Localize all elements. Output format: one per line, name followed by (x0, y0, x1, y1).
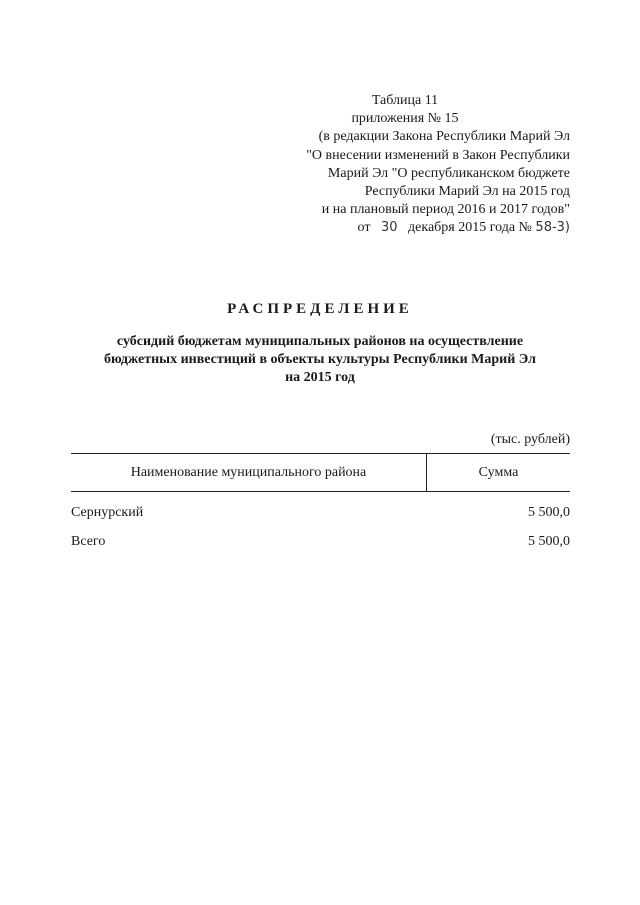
table-header-row (71, 453, 570, 492)
row-district-name: Сернурский (71, 505, 144, 520)
appendix-header (250, 92, 570, 238)
total-label: Всего (71, 534, 106, 549)
row-sum-value: 5 500,0 (528, 505, 570, 520)
header-edition-line: (в редакции Закона Республики Марий Эл (318, 129, 570, 145)
document-title: РАСПРЕДЕЛЕНИЕ (227, 301, 413, 317)
header-law-line-1: "О внесении изменений в Закон Республики (306, 147, 570, 163)
header-table-number: Таблица 11 (371, 93, 439, 108)
date-prefix: от (357, 220, 371, 236)
document-subtitle (60, 333, 580, 387)
distribution-table (71, 453, 570, 551)
header-date-line (250, 219, 570, 237)
subtitle-line-1: субсидий бюджетам муниципальных районов на осуществление (116, 334, 524, 349)
date-day-handwritten: 30 (380, 220, 398, 236)
header-law-line-3: Республики Марий Эл на 2015 год (364, 184, 570, 200)
column-header-sum: Сумма (478, 464, 519, 480)
subtitle-line-3: на 2015 год (285, 370, 355, 385)
header-law-line-4: и на плановый период 2016 и 2017 годов" (321, 202, 570, 218)
column-header-district: Наименование муниципального района (71, 454, 427, 491)
date-rest: декабря 2015 года № (408, 220, 532, 236)
header-law-line-2: Марий Эл "О республиканском бюджете (327, 165, 570, 181)
total-sum-value: 5 500,0 (528, 534, 570, 549)
table-row-total (71, 533, 570, 551)
subtitle-line-2: бюджетных инвестиций в объекты культуры Республики Марий Эл (104, 352, 536, 367)
table-row (71, 504, 570, 522)
law-number-handwritten: 58-3) (535, 220, 570, 236)
header-appendix-number: приложения № 15 (351, 111, 459, 127)
units-label: (тыс. рублей) (490, 432, 570, 447)
